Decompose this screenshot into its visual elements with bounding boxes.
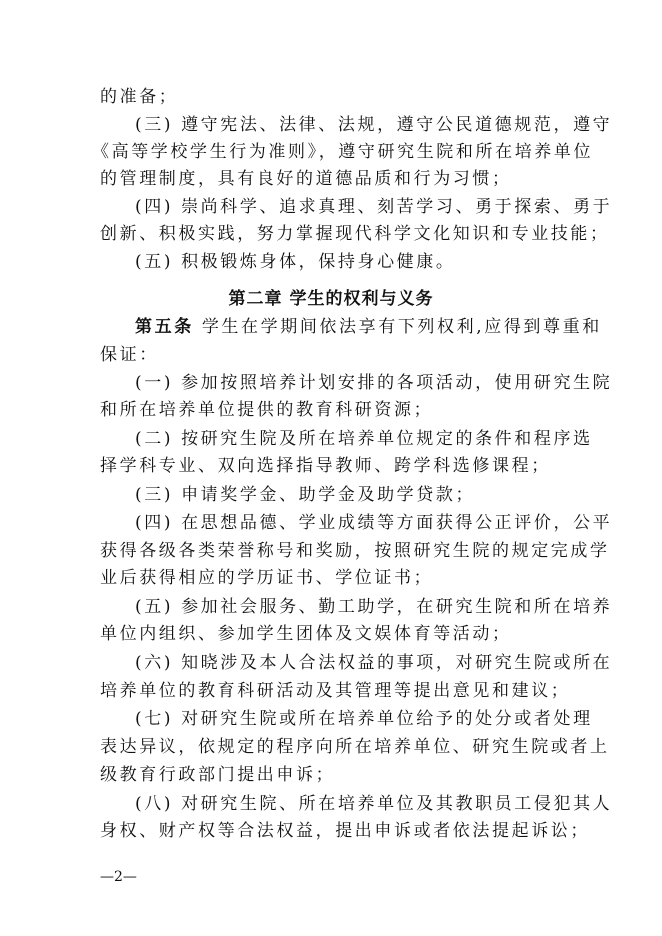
right-5: (五) 参加社会服务、勤工助学，在研究生院和所在培养 (135, 597, 613, 617)
text-line: 的管理制度，具有良好的道德品质和行为习惯； (100, 169, 512, 189)
text-line: 级教育行政部门提出申诉； (100, 765, 336, 785)
right-8: (八) 对研究生院、所在培养单位及其教职员工侵犯其人 (135, 794, 613, 814)
right-2: (二) 按研究生院及所在培养单位规定的条件和程序选 (135, 429, 593, 449)
article-5 (135, 316, 602, 338)
right-7: (七) 对研究生院或所在培养单位给予的处分或者处理 (135, 709, 593, 729)
text-line: 创新、积极实践，努力掌握现代科学文化知识和专业技能； (100, 224, 610, 244)
text-line: 择学科专业、双向选择指导教师、跨学科选修课程； (100, 456, 551, 476)
text-line: 单位内组织、参加学生团体及文娱体育等活动； (100, 624, 512, 644)
right-3: (三) 申请奖学金、助学金及助学贷款； (135, 485, 476, 505)
right-6: (六) 知晓涉及本人合法权益的事项，对研究生院或所在 (135, 653, 613, 673)
clause-4: (四) 崇尚科学、追求真理、刻苦学习、勇于探索、勇于 (135, 197, 613, 217)
text-line: 表达异议，依规定的程序向所在培养单位、研究生院或者上 (100, 737, 610, 757)
text-line: 和所在培养单位提供的教育科研资源； (100, 400, 434, 420)
text-line: 培养单位的教育科研活动及其管理等提出意见和建议； (100, 681, 571, 701)
article-label: 第五条 (135, 317, 194, 337)
text-line: 身权、财产权等合法权益，提出申诉或者依法提起诉讼； (100, 821, 590, 841)
right-4: (四) 在思想品德、学业成绩等方面获得公正评价，公平 (135, 513, 613, 533)
chapter-heading: 第二章 学生的权利与义务 (228, 289, 434, 309)
article-text: 学生在学期间依法享有下列权利,应得到尊重和 (201, 317, 602, 337)
page-number: —2— (100, 869, 137, 885)
text-line: 保证： (100, 345, 159, 365)
text-line: 的准备； (100, 87, 179, 107)
text-line: 获得各级各类荣誉称号和奖励，按照研究生院的规定完成学 (100, 541, 610, 561)
text-line: 《高等学校学生行为准则》，遵守研究生院和所在培养单位 (92, 142, 594, 162)
right-1: (一) 参加按照培养计划安排的各项活动，使用研究生院 (135, 373, 613, 393)
text-line: 业后获得相应的学历证书、学位证书； (100, 568, 434, 588)
clause-5: (五) 积极锻炼身体，保持身心健康。 (135, 252, 456, 272)
clause-3: (三) 遵守宪法、法律、法规，遵守公民道德规范，遵守 (135, 115, 613, 135)
